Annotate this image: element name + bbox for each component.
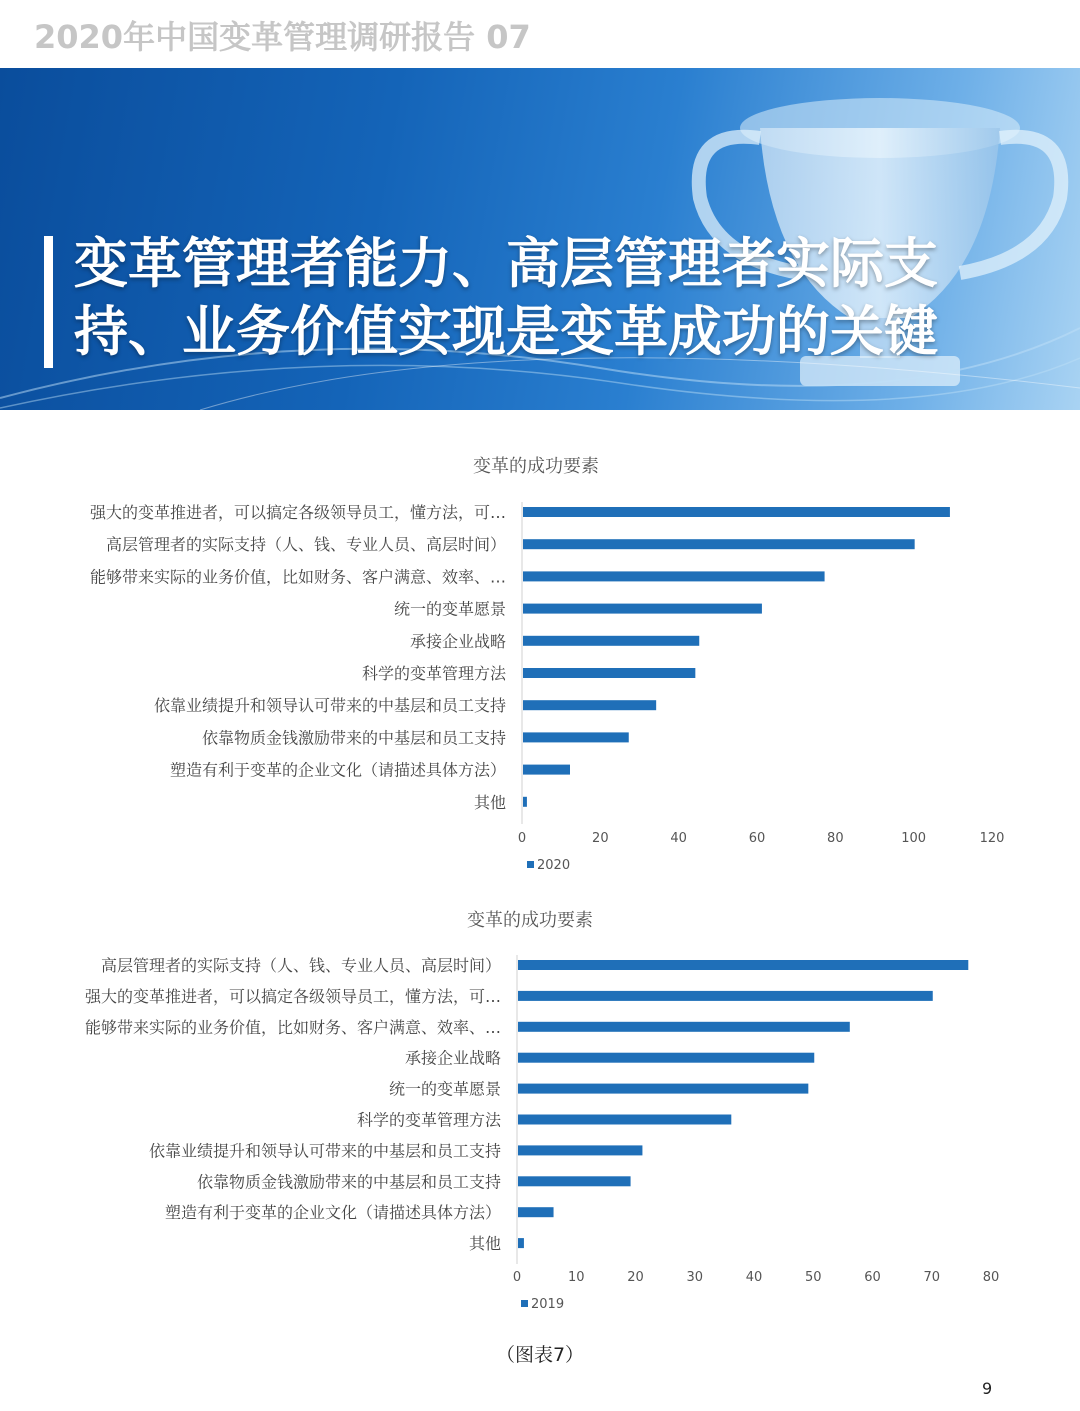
bar xyxy=(523,636,699,646)
chart-2019-plot xyxy=(0,940,1080,1340)
x-tick-label: 120 xyxy=(979,831,1005,846)
category-label: 依靠业绩提升和领导认可带来的中基层和员工支持 xyxy=(153,696,506,716)
bar xyxy=(523,732,629,742)
x-tick-label: 60 xyxy=(748,831,766,846)
bar xyxy=(518,1176,631,1186)
category-label: 塑造有利于变革的企业文化（请描述具体方法） xyxy=(164,1203,501,1223)
category-label: 强大的变革推进者，可以搞定各级领导员工，懂方法，可… xyxy=(89,503,506,522)
category-label: 科学的变革管理方法 xyxy=(356,1110,501,1130)
bar xyxy=(523,765,570,775)
chart-legend xyxy=(521,1297,564,1312)
x-tick-label: 20 xyxy=(592,831,609,846)
bar xyxy=(518,1115,731,1125)
bar xyxy=(518,960,968,970)
category-label: 能够带来实际的业务价值，比如财务、客户满意、效率、… xyxy=(84,1017,501,1037)
bar xyxy=(523,700,656,710)
page-number: 9 xyxy=(982,1379,993,1398)
legend-label: 2019 xyxy=(531,1297,565,1312)
legend-label: 2020 xyxy=(537,858,571,873)
chart-title: 变革的成功要素 xyxy=(467,910,593,931)
x-tick-label: 20 xyxy=(627,1270,644,1285)
category-label: 依靠物质金钱激励带来的中基层和员工支持 xyxy=(201,728,506,748)
category-label: 依靠业绩提升和领导认可带来的中基层和员工支持 xyxy=(148,1141,501,1161)
banner-title-line-2: 持、业务价值实现是变革成功的关键 xyxy=(74,300,938,363)
x-tick-label: 80 xyxy=(982,1270,1000,1285)
x-tick-label: 100 xyxy=(901,831,927,846)
x-tick-label: 60 xyxy=(864,1270,881,1285)
category-label: 统一的变革愿景 xyxy=(393,599,506,619)
chart-title: 变革的成功要素 xyxy=(473,456,599,477)
banner-title xyxy=(74,230,1034,366)
x-tick-label: 0 xyxy=(517,831,527,846)
title-accent-bar xyxy=(44,236,53,368)
category-label: 承接企业战略 xyxy=(404,1048,501,1068)
title-banner xyxy=(0,68,1080,410)
category-label: 统一的变革愿景 xyxy=(388,1079,501,1099)
x-tick-label: 40 xyxy=(745,1270,763,1285)
bar xyxy=(523,507,950,517)
bar xyxy=(518,1053,814,1063)
category-label: 高层管理者的实际支持（人、钱、专业人员、高层时间） xyxy=(105,535,506,555)
bar xyxy=(518,1145,642,1155)
bar xyxy=(518,1084,808,1094)
bar xyxy=(518,1238,524,1248)
banner-title-line-1: 变革管理者能力、高层管理者实际支 xyxy=(74,232,938,295)
category-label: 能够带来实际的业务价值，比如财务、客户满意、效率、… xyxy=(89,567,506,587)
bar xyxy=(518,1022,850,1032)
chart-legend xyxy=(527,858,570,873)
bar xyxy=(523,539,915,549)
category-label: 依靠物质金钱激励带来的中基层和员工支持 xyxy=(196,1172,501,1192)
bar xyxy=(523,571,825,581)
bar xyxy=(518,1207,554,1217)
category-label: 高层管理者的实际支持（人、钱、专业人员、高层时间） xyxy=(100,956,501,975)
category-label: 其他 xyxy=(473,792,506,812)
bar xyxy=(523,604,762,614)
figure-caption: （图表7） xyxy=(495,1344,585,1366)
category-label: 强大的变革推进者，可以搞定各级领导员工，懂方法，可… xyxy=(84,986,501,1006)
x-tick-label: 80 xyxy=(827,831,844,846)
legend-swatch xyxy=(521,1300,528,1307)
x-tick-label: 10 xyxy=(567,1270,585,1285)
x-tick-label: 70 xyxy=(923,1270,941,1285)
category-label: 承接企业战略 xyxy=(409,631,506,651)
chart-2020-plot xyxy=(0,490,1080,890)
category-label: 其他 xyxy=(468,1234,501,1254)
category-label: 科学的变革管理方法 xyxy=(361,664,506,683)
report-header-title: 2020年中国变革管理调研报告 07 xyxy=(34,18,531,56)
x-tick-label: 50 xyxy=(804,1270,822,1285)
category-label: 塑造有利于变革的企业文化（请描述具体方法） xyxy=(169,760,506,780)
bar xyxy=(523,797,527,807)
legend-swatch xyxy=(527,861,534,868)
bar xyxy=(523,668,695,678)
x-tick-label: 40 xyxy=(670,831,687,846)
x-tick-label: 0 xyxy=(512,1270,522,1285)
bar xyxy=(518,991,933,1001)
x-tick-label: 30 xyxy=(686,1270,704,1285)
